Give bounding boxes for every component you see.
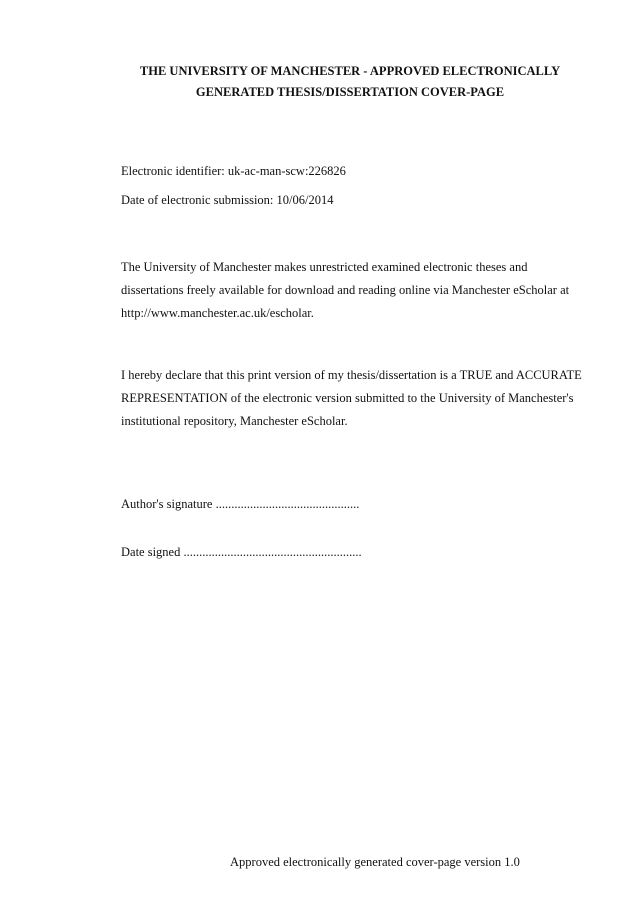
title-line-2: GENERATED THESIS/DISSERTATION COVER-PAGE	[195, 85, 505, 99]
footer-version: Approved electronically generated cover-page version 1.0	[230, 855, 520, 869]
date-signed-line: Date signed .........................................................	[121, 545, 362, 559]
statement-line-2: dissertations freely available for download and reading online via Manchester eScholar at	[121, 283, 570, 297]
submission-date: Date of electronic submission: 10/06/2014	[121, 193, 334, 207]
declaration-paragraph	[121, 364, 601, 433]
declaration-line-3: institutional repository, Manchester eScholar.	[121, 414, 348, 428]
title-line-1: THE UNIVERSITY OF MANCHESTER - APPROVED ELECTRONICALLY	[139, 64, 561, 78]
declaration-line-2: REPRESENTATION of the electronic version submitted to the University of Manchester's	[121, 391, 574, 405]
declaration-line-1: I hereby declare that this print version of my thesis/dissertation is a TRUE and ACCURATE	[121, 368, 582, 382]
electronic-identifier: Electronic identifier: uk-ac-man-scw:226826	[121, 164, 346, 178]
page-title	[100, 61, 600, 103]
statement-paragraph	[121, 256, 601, 325]
statement-line-1: The University of Manchester makes unrestricted examined electronic theses and	[121, 260, 528, 274]
statement-line-3: http://www.manchester.ac.uk/escholar.	[121, 306, 314, 320]
author-signature-line: Author's signature ..............................................	[121, 497, 360, 511]
